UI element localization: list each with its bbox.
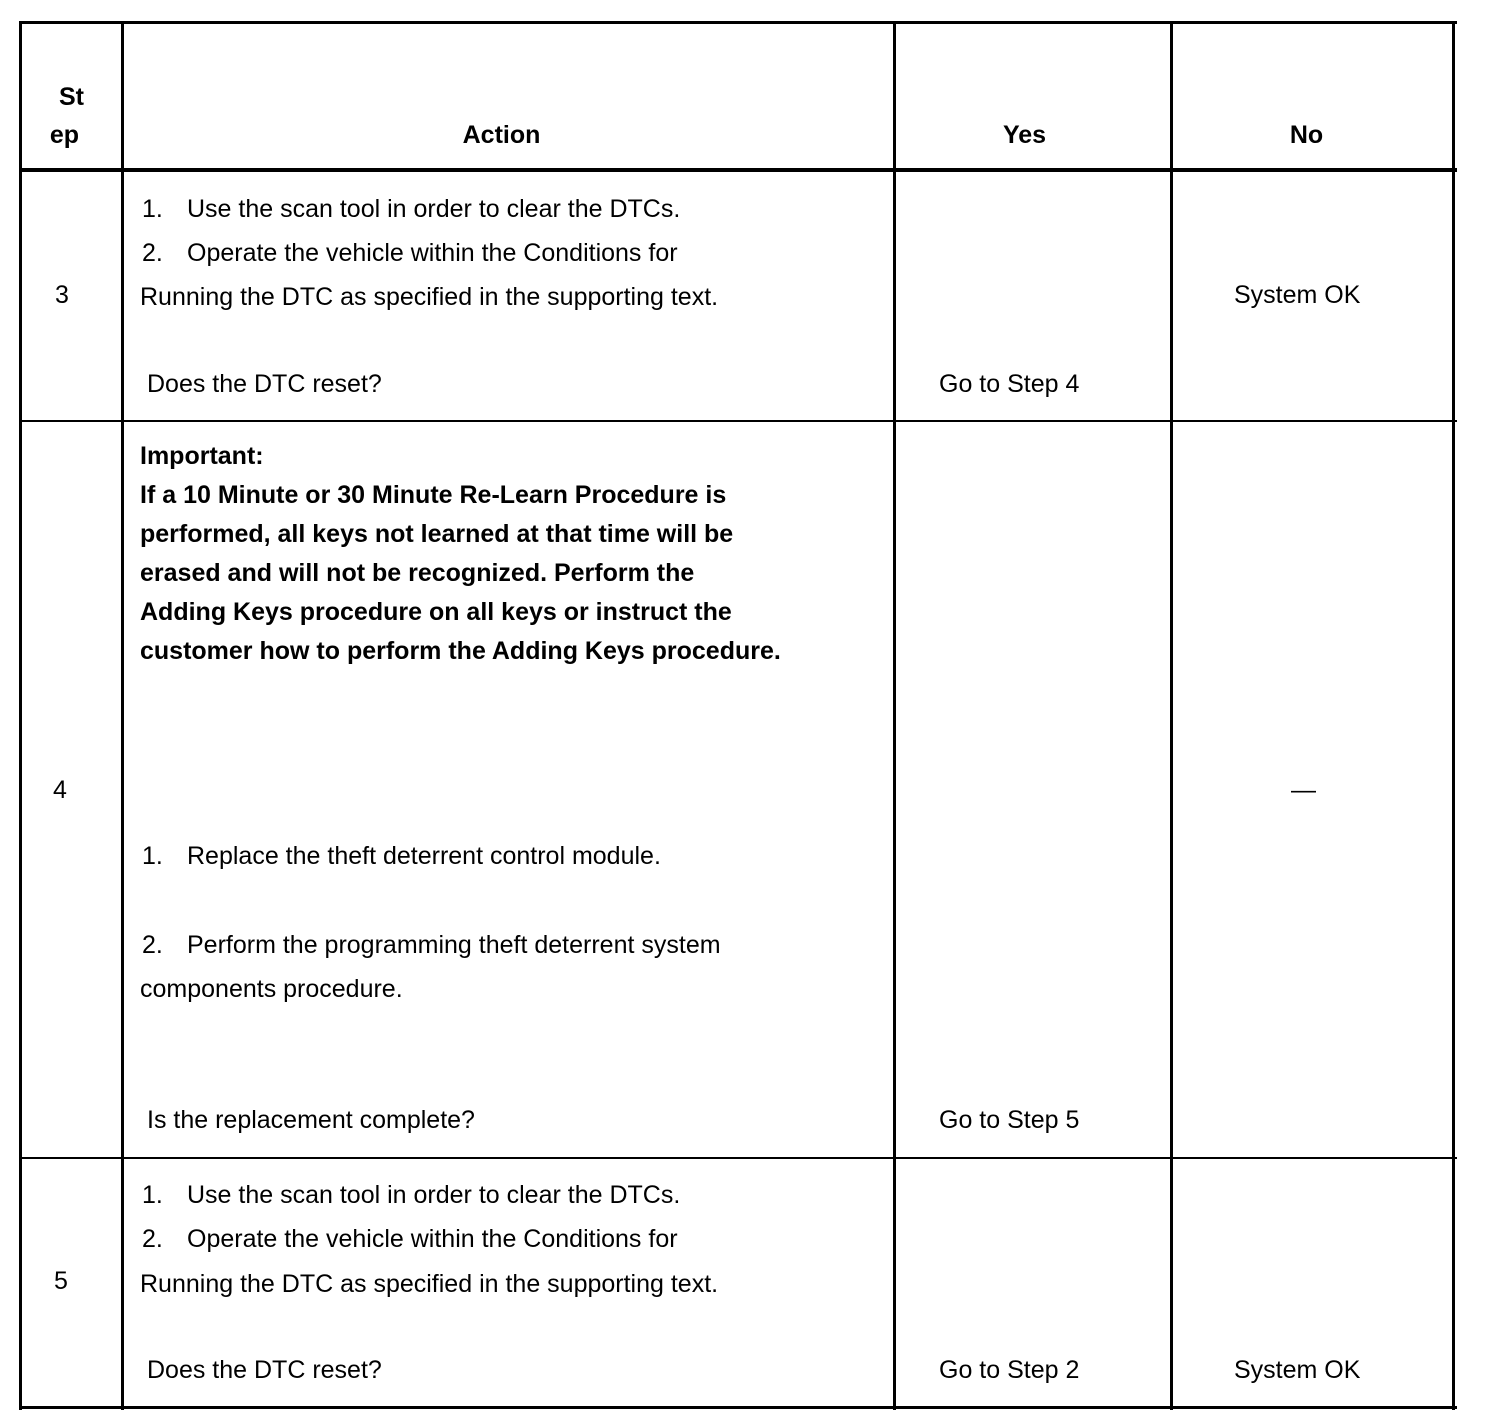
- action-continuation: Running the DTC as specified in the supporting text.: [140, 283, 719, 311]
- action-item-number: 2.: [142, 1225, 163, 1253]
- yes-result: Go to Step 5: [939, 1106, 1080, 1134]
- action-question: Is the replacement complete?: [147, 1106, 475, 1134]
- header-no: No: [1289, 121, 1324, 149]
- action-item-text: Use the scan tool in order to clear the DTCs.: [187, 1181, 681, 1209]
- yes-result: Go to Step 2: [939, 1356, 1080, 1384]
- yes-result: Go to Step 4: [939, 370, 1080, 398]
- action-question: Does the DTC reset?: [147, 1356, 382, 1384]
- no-result: System OK: [1234, 281, 1361, 309]
- important-note-line: If a 10 Minute or 30 Minute Re-Learn Procedure is: [140, 481, 727, 509]
- row-divider: [19, 1157, 1457, 1159]
- column-divider: [893, 21, 896, 1410]
- action-item-text: Operate the vehicle within the Conditions for: [187, 239, 678, 267]
- table-border-right: [1452, 21, 1455, 1410]
- header-action: Action: [462, 121, 541, 149]
- header-step-line1: St: [59, 83, 84, 111]
- no-result: —: [1291, 776, 1316, 804]
- table-border-top: [19, 21, 1457, 24]
- important-note-line: customer how to perform the Adding Keys procedure.: [140, 637, 781, 665]
- important-note-line: performed, all keys not learned at that time will be: [140, 520, 734, 548]
- header-step-line2: ep: [49, 121, 80, 149]
- action-question: Does the DTC reset?: [147, 370, 382, 398]
- important-label: Important:: [140, 442, 264, 470]
- action-continuation: Running the DTC as specified in the supporting text.: [140, 1270, 719, 1298]
- important-note-line: Adding Keys procedure on all keys or instruct the: [140, 598, 732, 626]
- header-divider: [19, 168, 1457, 172]
- action-continuation: components procedure.: [140, 975, 403, 1003]
- step-number: 5: [54, 1267, 68, 1295]
- action-item-text: Replace the theft deterrent control module.: [187, 842, 661, 870]
- action-item-text: Operate the vehicle within the Conditions for: [187, 1225, 678, 1253]
- row-divider: [19, 420, 1457, 422]
- step-number: 4: [53, 776, 67, 804]
- action-item-number: 1.: [142, 842, 163, 870]
- table-border-left: [19, 21, 22, 1410]
- table-border-bottom: [19, 1406, 1457, 1409]
- column-divider: [121, 21, 124, 1410]
- action-item-number: 1.: [142, 1181, 163, 1209]
- no-result: System OK: [1234, 1356, 1361, 1384]
- important-note-line: erased and will not be recognized. Perform the: [140, 559, 695, 587]
- action-item-text: Use the scan tool in order to clear the DTCs.: [187, 195, 681, 223]
- action-item-number: 1.: [142, 195, 163, 223]
- action-item-number: 2.: [142, 931, 163, 959]
- step-number: 3: [55, 281, 69, 309]
- action-item-text: Perform the programming theft deterrent system: [187, 931, 721, 959]
- column-divider: [1170, 21, 1173, 1410]
- header-yes: Yes: [1002, 121, 1047, 149]
- action-item-number: 2.: [142, 239, 163, 267]
